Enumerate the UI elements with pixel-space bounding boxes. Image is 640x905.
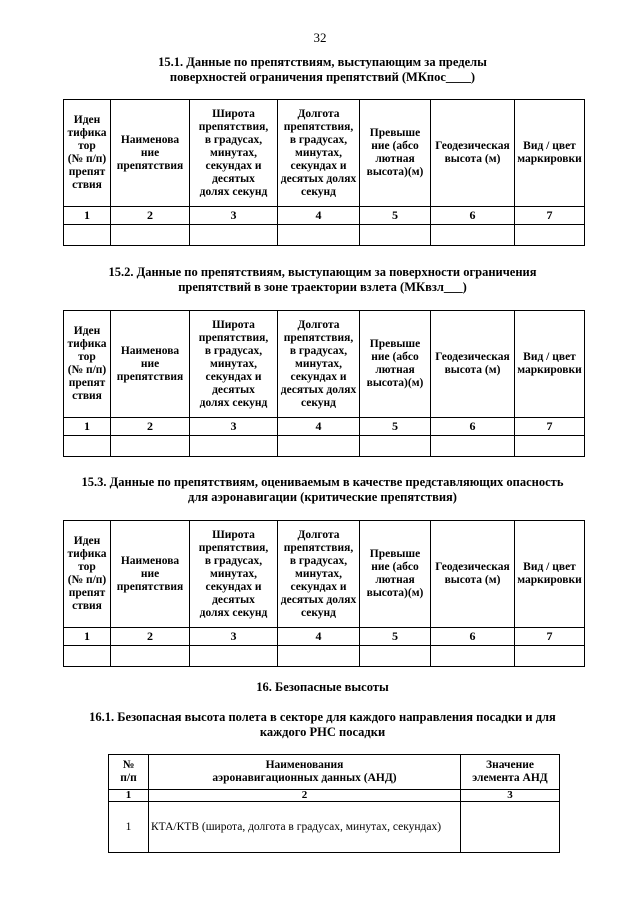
- col-header-longitude: Долгота препятствия, в градусах, минутах, секундах и десятых долях секунд: [278, 100, 360, 207]
- col-header-name: Наименова ние препятствия: [111, 100, 190, 207]
- col-header-id: Иден тифика тор (№ п/п) препят ствия: [64, 311, 111, 418]
- empty-row: [64, 646, 585, 667]
- obstacle-table-15-1: [63, 99, 585, 246]
- col-header-longitude: Долгота препятствия, в градусах, минутах, секундах и десятых долях секунд: [278, 311, 360, 418]
- col-header-geodetic: Геодезическая высота (м): [431, 521, 515, 628]
- section-15-3-title: 15.3. Данные по препятствиям, оцениваемым в качестве представляющих опасность для аэронавигации (критические препятствия): [81, 475, 564, 504]
- col-header-marking: Вид / цвет маркировки: [515, 311, 585, 418]
- page-number: 32: [313, 30, 327, 45]
- row-and-name: КТА/КТВ (широта, долгота в градусах, минутах, секундах): [149, 802, 461, 853]
- table-header-row: [64, 100, 585, 207]
- section-15-2-title: 15.2. Данные по препятствиям, выступающим за поверхности ограничения препятствий в зоне траектории взлета (МКвзл___): [108, 265, 537, 294]
- col-header-longitude: Долгота препятствия, в градусах, минутах, секундах и десятых долях секунд: [278, 521, 360, 628]
- row-and-value: [461, 802, 560, 853]
- col-header-marking: Вид / цвет маркировки: [515, 100, 585, 207]
- col-header-id: Иден тифика тор (№ п/п) препят ствия: [64, 100, 111, 207]
- table-header-row: [64, 521, 585, 628]
- empty-row: [64, 436, 585, 457]
- col-header-and-value: Значение элемента АНД: [461, 755, 560, 790]
- col-header-excess: Превыше ние (абсо лютная высота)(м): [360, 521, 431, 628]
- column-number-row: 1 2 3 4 5 6 7: [64, 628, 585, 646]
- col-header-latitude: Широта препятствия, в градусах, минутах, секундах и десятых долях секунд: [190, 521, 278, 628]
- col-header-name: Наименова ние препятствия: [111, 311, 190, 418]
- col-header-excess: Превыше ние (абсо лютная высота)(м): [360, 311, 431, 418]
- column-number-row: 1 2 3 4 5 6 7: [64, 207, 585, 225]
- table-row: [109, 802, 560, 853]
- col-header-and-name: Наименования аэронавигационных данных (АНД): [149, 755, 461, 790]
- table-header-row: [64, 311, 585, 418]
- col-header-latitude: Широта препятствия, в градусах, минутах, секундах и десятых долях секунд: [190, 311, 278, 418]
- safe-altitude-table: [108, 754, 560, 853]
- table-header-row: [109, 755, 560, 790]
- row-number: 1: [109, 802, 149, 853]
- column-number-row: 1 2 3: [109, 790, 560, 802]
- col-header-geodetic: Геодезическая высота (м): [431, 100, 515, 207]
- empty-row: [64, 225, 585, 246]
- obstacle-table-15-3: [63, 520, 585, 667]
- section-16-1-title: 16.1. Безопасная высота полета в секторе для каждого направления посадки и для каждого РНС посадки: [89, 710, 556, 739]
- col-header-latitude: Широта препятствия, в градусах, минутах, секундах и десятых долях секунд: [190, 100, 278, 207]
- section-15-1-title: 15.1. Данные по препятствиям, выступающим за пределы поверхностей ограничения препятствий (МКпос____): [158, 55, 487, 84]
- col-header-name: Наименова ние препятствия: [111, 521, 190, 628]
- obstacle-table-15-2: [63, 310, 585, 457]
- col-header-num: № п/п: [109, 755, 149, 790]
- col-header-geodetic: Геодезическая высота (м): [431, 311, 515, 418]
- section-16-title: 16. Безопасные высоты: [256, 680, 389, 694]
- col-header-id: Иден тифика тор (№ п/п) препят ствия: [64, 521, 111, 628]
- col-header-excess: Превыше ние (абсо лютная высота)(м): [360, 100, 431, 207]
- col-header-marking: Вид / цвет маркировки: [515, 521, 585, 628]
- column-number-row: 1 2 3 4 5 6 7: [64, 418, 585, 436]
